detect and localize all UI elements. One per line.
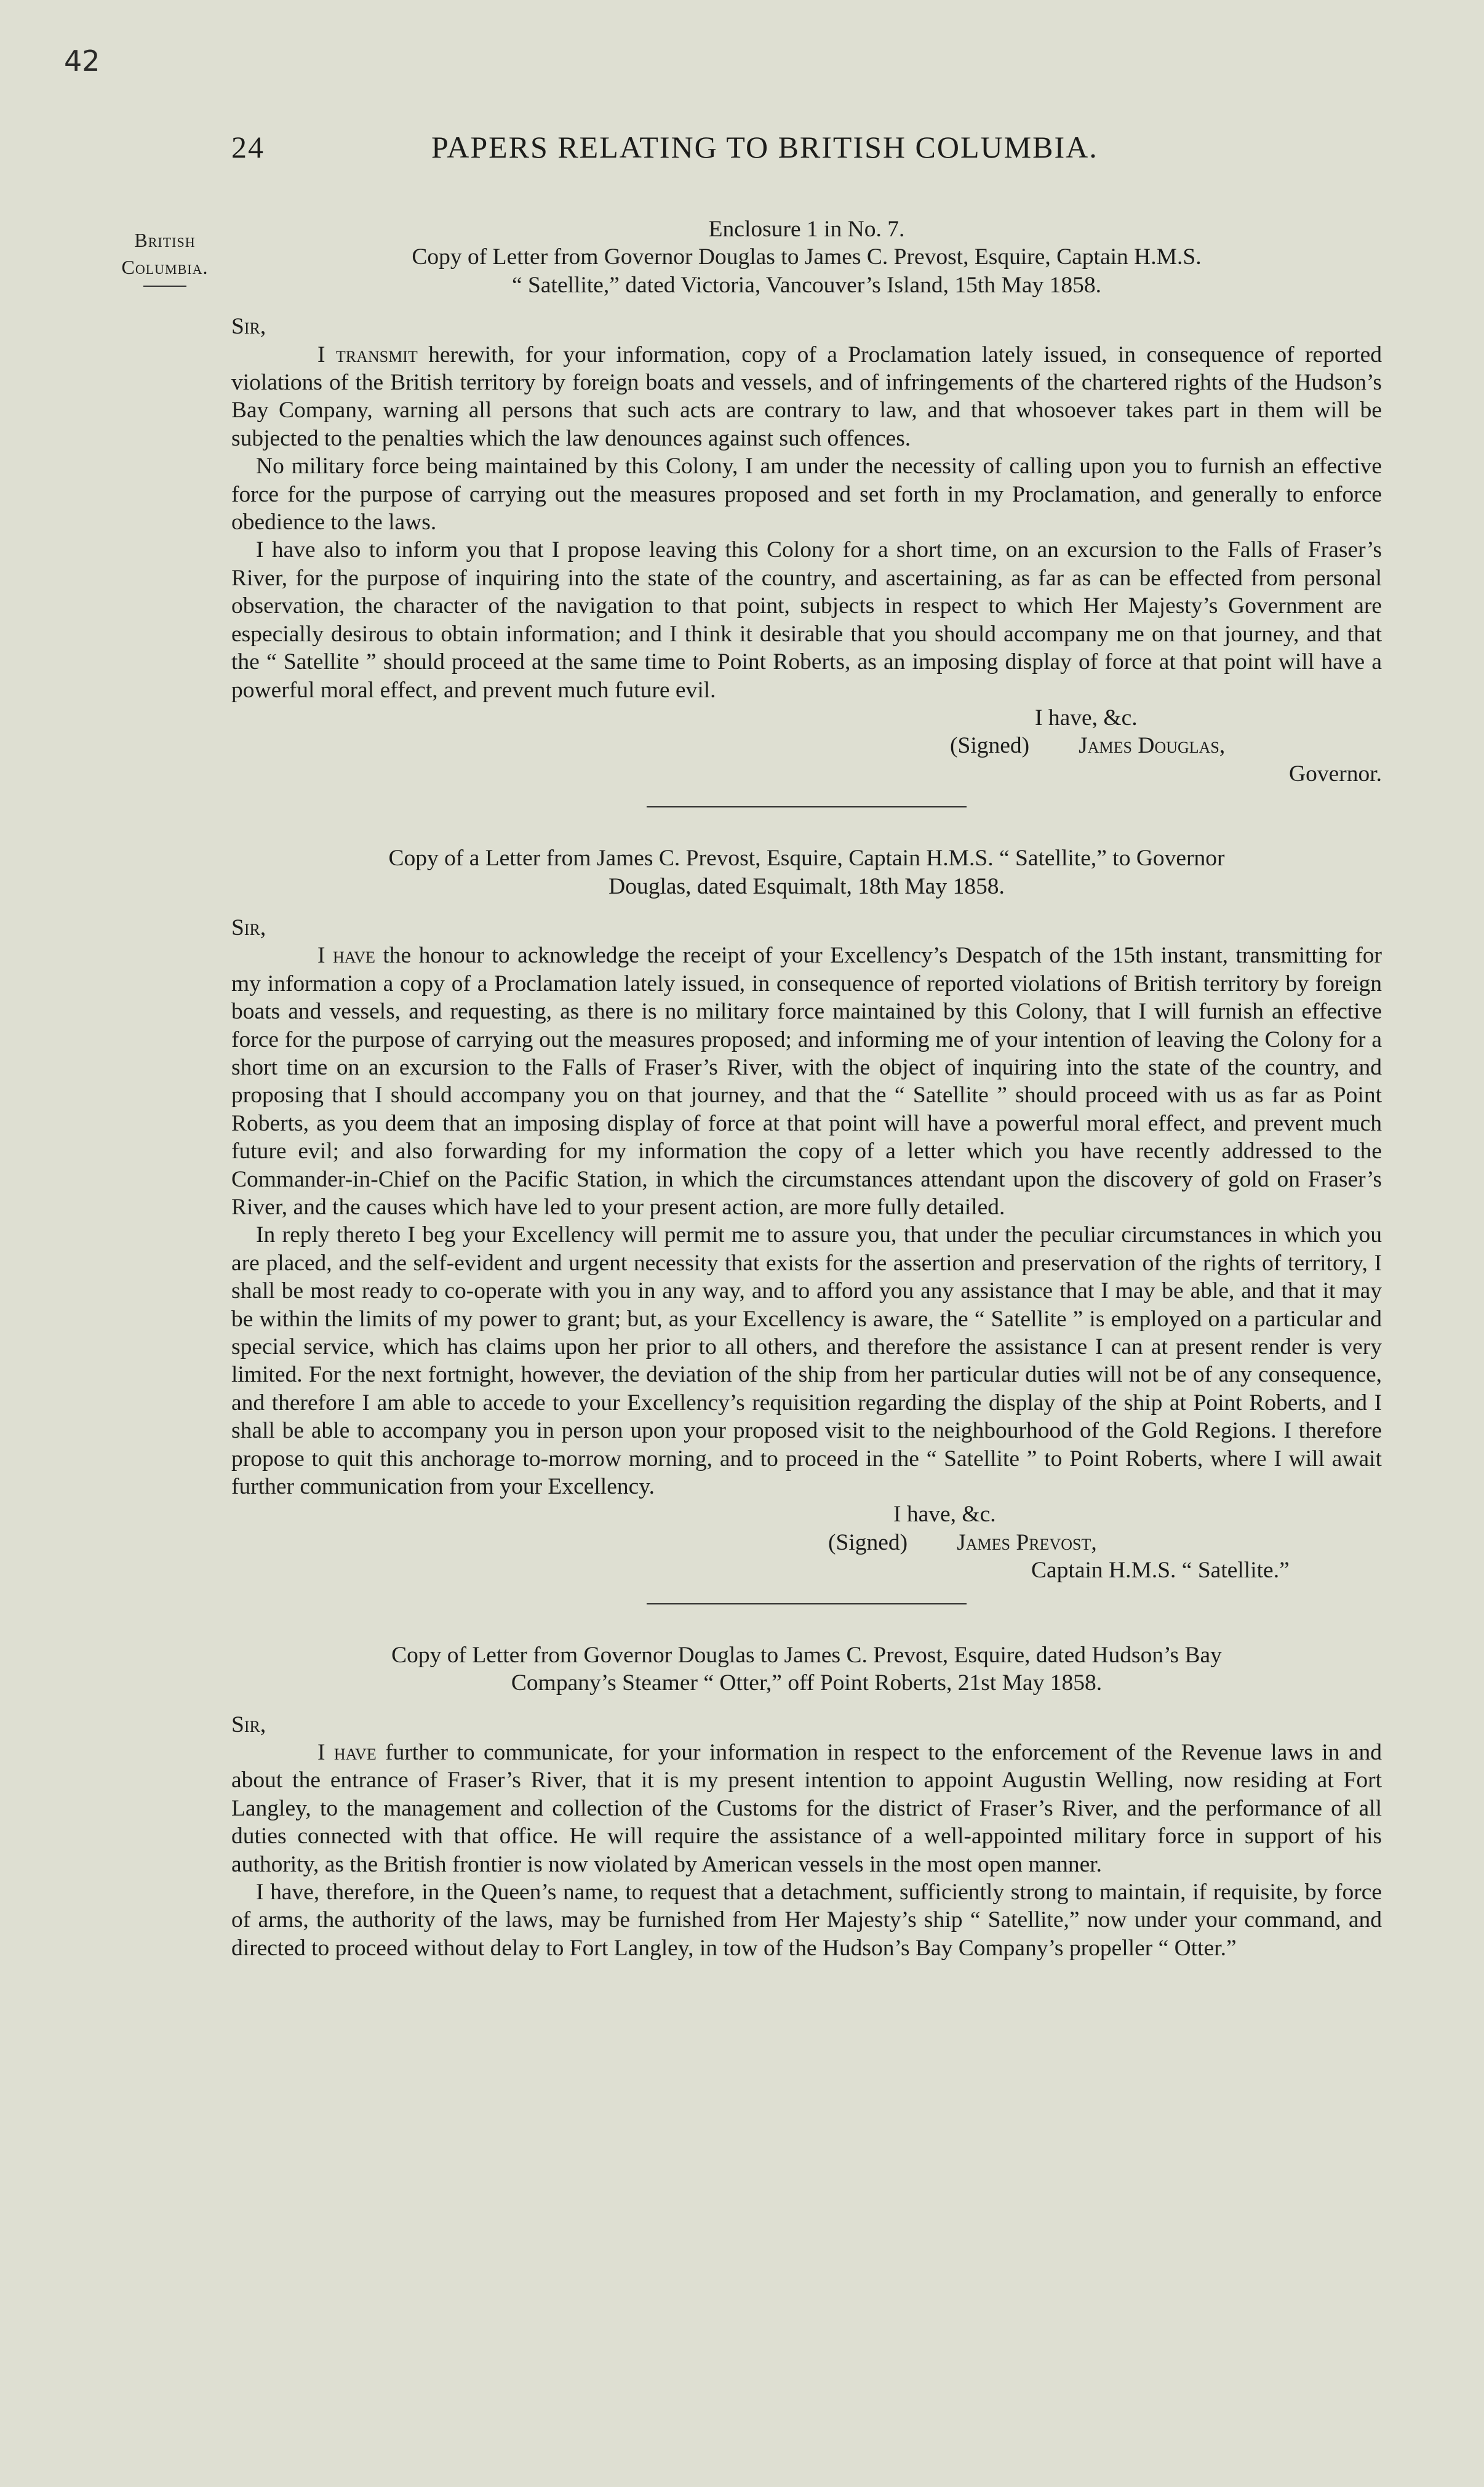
paragraph-text: further to communicate, for your information in respect to the enforcement of the Revenue laws in and about the entrance of Fraser’s River, that it is my present intention to appoint Augustin Welling, now residing at Fort Langley, to the management and collection of the Customs for the district of Fraser’s River, and the performance of all duties connected with that office. He will require the assistance of a well-appointed military force in support of his authority, as the British frontier is now violated by American vessels in the most open manner. (231, 1739, 1382, 1877)
margin-note (97, 226, 233, 287)
letter-heading-line: Copy of a Letter from James C. Prevost, Esquire, Captain H.M.S. “ Satellite,” to Governor (388, 846, 1225, 871)
paragraph-text: In reply thereto I beg your Excellency will permit me to assure you, that under the peculiar circumstances in which you are placed, and the self-evident and urgent necessity that exists for the assertion and preservation of the rights of territory, I shall be most ready to co-operate with you in any way, and to afford you any assistance that I may be able, and that it may be within the limits of my power to grant; but, as your Excellency is aware, the “ Satellite ” is employed on a particular and special service, which has claims upon her prior to all others, and therefore the assistance I can at present render is very limited. For the next fortnight, however, the deviation of the ship from her particular duties will not be of any consequence, and therefore I am able to accede to your Excellency’s requisition regarding the display of the ship at Point Roberts, and I shall be able to accompany you in person upon your proposed visit to the neighbourhood of the Gold Regions. I therefore propose to quit this anchorage to-morrow morning, and to proceed in the “ Satellite ” to Point Roberts, where I will await further communication from your Excellency. (231, 1222, 1382, 1500)
margin-note-line: Columbia. (121, 256, 209, 278)
letter-3 (231, 1641, 1382, 1962)
document-body (231, 215, 1382, 1962)
page-number: 42 (64, 44, 100, 78)
letter-1 (231, 243, 1382, 788)
paragraph-text: I have, therefore, in the Queen’s name, to request that a detachment, sufficiently strong to maintain, if requisite, by force of arms, the authority of the laws, may be furnished from Her Majesty’s ship “ Satellite,” now under your command, and directed to proceed without delay to Fort Langley, in tow of the Hudson’s Bay Company’s propeller “ Otter.” (231, 1879, 1382, 1961)
letter-heading (231, 844, 1382, 900)
letter-heading (231, 243, 1382, 299)
margin-note-line: British (134, 229, 196, 251)
paragraph (231, 1221, 1382, 1500)
salutation: Sir, (231, 314, 266, 340)
signed-label: (Signed) (828, 1529, 908, 1555)
letter-closing (231, 1500, 1382, 1584)
enclosure-heading: Enclosure 1 in No. 7. (708, 217, 905, 242)
paragraph-lead: I have (317, 943, 375, 969)
letter-heading-line: Copy of Letter from Governor Douglas to James C. Prevost, Esquire, dated Hudson’s Bay (391, 1642, 1222, 1668)
paragraph-text: the honour to acknowledge the receipt of your Excellency’s Despatch of the 15th instant, transmitting for my information a copy of a Proclamation lately issued, in consequence of reported violations of British territory by foreign boats and vessels, and requesting, as there is no military force maintained by this Colony, that I will furnish an effective force for the purpose of carrying out the measures proposed; and informing me of your intention of leaving the Colony for a short time on an excursion to the Falls of Fraser’s River, with the object of inquiring into the state of the country, and proposing that I should accompany you on that journey, and that the “ Satellite ” should proceed with us as far as Point Roberts, as you deem that an imposing display of force at that point will have a powerful moral effect, and prevent much future evil; and also forwarding for my information the copy of a letter which you have recently addressed to the Commander-in-Chief on the Pacific Station, in which the circumstances attendant upon the discovery of gold on Fraser’s River, and the causes which have led to your present action, are more fully detailed. (231, 943, 1382, 1220)
paragraph-text: herewith, for your information, copy of a Proclamation lately issued, in consequence of reported violations of the British territory by foreign boats and vessels, and of infringements of the chartered rights of the Hudson’s Bay Company, warning all persons that such acts are contrary to law, and that whosoever takes part in them will be subjected to the penalties which the law denounces against such offences. (231, 342, 1382, 451)
signatory-name: James Prevost, (957, 1529, 1097, 1555)
paragraph (231, 1878, 1382, 1962)
running-title: PAPERS RELATING TO BRITISH COLUMBIA. (431, 130, 1098, 164)
closing-courtesy: I have, &c. (1035, 705, 1138, 731)
folio-number: 24 (231, 130, 265, 164)
signatory-title: Governor. (1288, 761, 1382, 787)
paragraph (231, 341, 1382, 453)
letter-heading-line: Douglas, dated Esquimalt, 18th May 1858. (608, 873, 1005, 899)
salutation: Sir, (231, 915, 266, 940)
closing-signature (231, 732, 1382, 759)
letter-closing (231, 704, 1382, 788)
paragraph-lead: I transmit (317, 342, 418, 367)
paragraph-text: I have also to inform you that I propose leaving this Colony for a short time, on an excursion to the Falls of Fraser’s River, for the purpose of inquiring into the state of the country, and ascertaining, as far as can be effected from personal observation, the character of the navigation to that point, subjects in respect to which Her Majesty’s Government are especially desirous to obtain information; and I think it desirable that you should accompany me on that journey, and that the “ Satellite ” should proceed at the same time to Point Roberts, as an imposing display of force at that point will have a powerful moral effect, and prevent much future evil. (231, 537, 1382, 703)
paragraph-text: No military force being maintained by this Colony, I am under the necessity of calling upon you to furnish an effective force for the purpose of carrying out the measures proposed and set forth in my Proclamation, and generally to enforce obedience to the laws. (231, 454, 1382, 535)
letter-heading (231, 1641, 1382, 1697)
paragraph (231, 536, 1382, 703)
margin-note-rule (143, 286, 186, 287)
signatory-name: James Douglas, (1079, 733, 1226, 759)
closing-courtesy: I have, &c. (893, 1502, 996, 1528)
paragraph (231, 452, 1382, 536)
paragraph-lead: I have (317, 1739, 377, 1765)
letter-heading-line: Company’s Steamer “ Otter,” off Point Roberts, 21st May 1858. (511, 1670, 1103, 1696)
paragraph (231, 1739, 1382, 1878)
paragraph (231, 942, 1382, 1221)
letter-2 (231, 844, 1382, 1585)
signatory-title: Captain H.M.S. “ Satellite.” (1031, 1558, 1290, 1584)
letter-heading-line: Copy of Letter from Governor Douglas to James C. Prevost, Esquire, Captain H.M.S. (412, 244, 1202, 270)
closing-signature (231, 1529, 1382, 1556)
letter-heading-line: “ Satellite,” dated Victoria, Vancouver’s Island, 15th May 1858. (512, 272, 1101, 298)
signed-label: (Signed) (950, 733, 1030, 759)
salutation: Sir, (231, 1712, 266, 1737)
